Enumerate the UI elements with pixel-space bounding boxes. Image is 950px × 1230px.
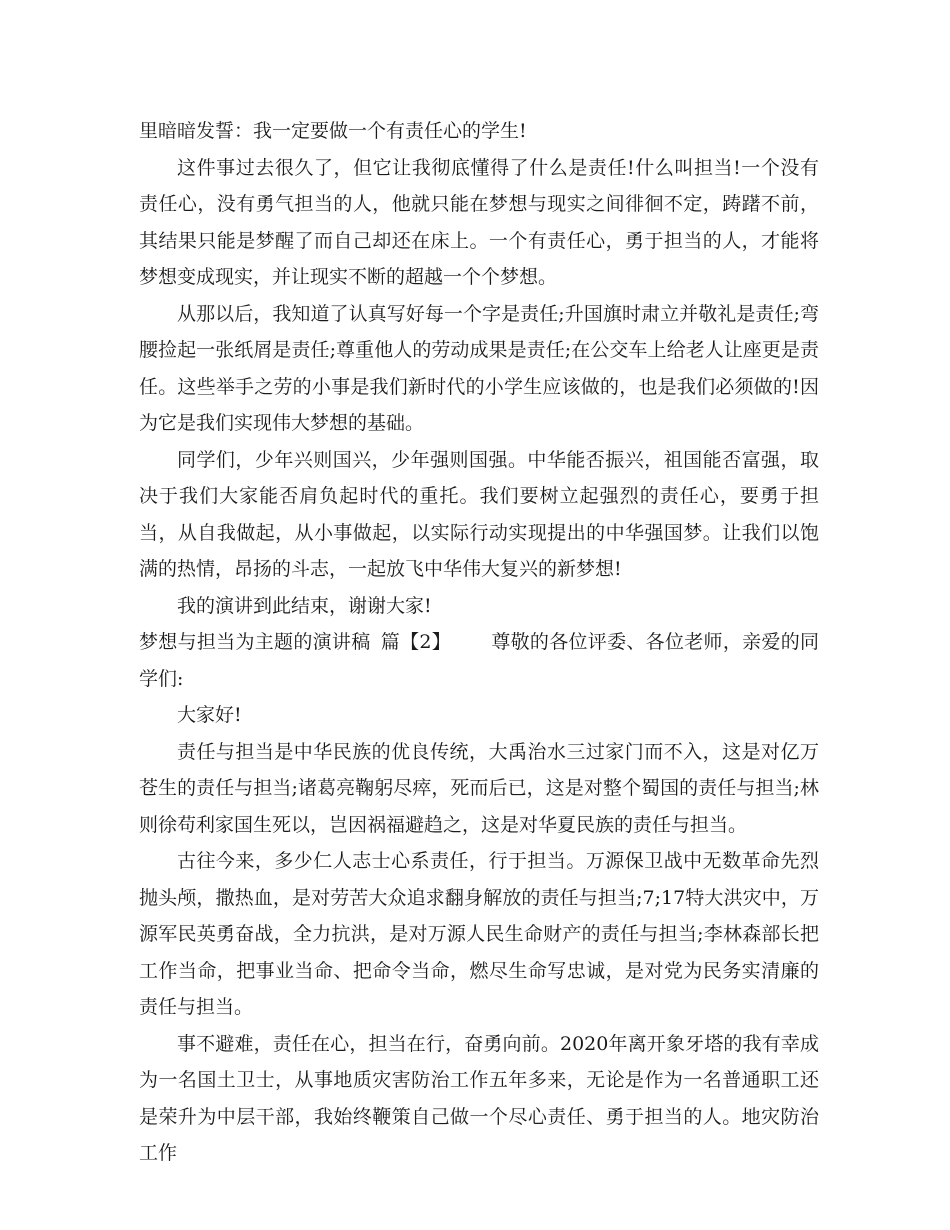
- paragraph-8: 古往今来，多少仁人志士心系责任，行于担当。万源保卫战中无数革命先烈抛头颅，撒热血，是对劳苦大众追求翻身解放的责任与担当;7;17特大洪灾中，万源军民英勇奋战，全力抗洪，是对万源人民生命财产的责任与担当;李林森部长把工作当命，把事业当命、把命令当命，燃尽生命写忠诚，是对党为民务实清廉的责任与担当。: [139, 850, 819, 1018]
- document-body: [139, 113, 819, 1172]
- paragraph-1: 里暗暗发誓：我一定要做一个有责任心的学生!: [139, 120, 527, 142]
- speech-heading-line: [139, 624, 819, 697]
- salutation: 尊敬的各位评委、各位老师，亲爱的同学们:: [139, 631, 819, 690]
- paragraph-4: 同学们，少年兴则国兴，少年强则国强。中华能否振兴，祖国能否富强，取决于我们大家能否肩负起时代的重托。我们要树立起强烈的责任心，要勇于担当，从自我做起，从小事做起，以实际行动实现提出的中华强国梦。让我们以饱满的热情，昂扬的斗志，一起放飞中华伟大复兴的新梦想!: [139, 448, 819, 580]
- paragraph-5: 我的演讲到此结束，谢谢大家!: [177, 594, 432, 617]
- speech-title: 梦想与担当为主题的演讲稿: [139, 631, 371, 653]
- paragraph-7: 责任与担当是中华民族的优良传统，大禹治水三过家门而不入，这是对亿万苍生的责任与担当;诸葛亮鞠躬尽瘁，死而后已，这是对整个蜀国的责任与担当;林则徐苟利家国生死以，岂因祸福避趋之，这是对华夏民族的责任与担当。: [139, 740, 819, 836]
- paragraph-3: 从那以后，我知道了认真写好每一个字是责任;升国旗时肃立并敬礼是责任;弯腰捡起一张纸屑是责任;尊重他人的劳动成果是责任;在公交车上给老人让座更是责任。这些举手之劳的小事是我们新时代的小学生应该做的，也是我们必须做的!因为它是我们实现伟大梦想的基础。: [139, 302, 819, 434]
- paragraph-2: 这件事过去很久了，但它让我彻底懂得了什么是责任!什么叫担当!一个没有责任心，没有勇气担当的人，他就只能在梦想与现实之间徘徊不定，踌躇不前，其结果只能是梦醒了而自己却还在床上。一个有责任心，勇于担当的人，才能将梦想变成现实，并让现实不断的超越一个个梦想。: [139, 156, 819, 288]
- paragraph-9: 事不避难，责任在心，担当在行，奋勇向前。2020年离开象牙塔的我有幸成为一名国土卫士，从事地质灾害防治工作五年多来，无论是作为一名普通职工还是荣升为中层干部，我始终鞭策自己做一个尽心责任、勇于担当的人。地灾防治工作: [139, 1032, 819, 1164]
- paragraph-6: 大家好!: [177, 704, 242, 726]
- section-label: 篇【2】: [380, 631, 452, 653]
